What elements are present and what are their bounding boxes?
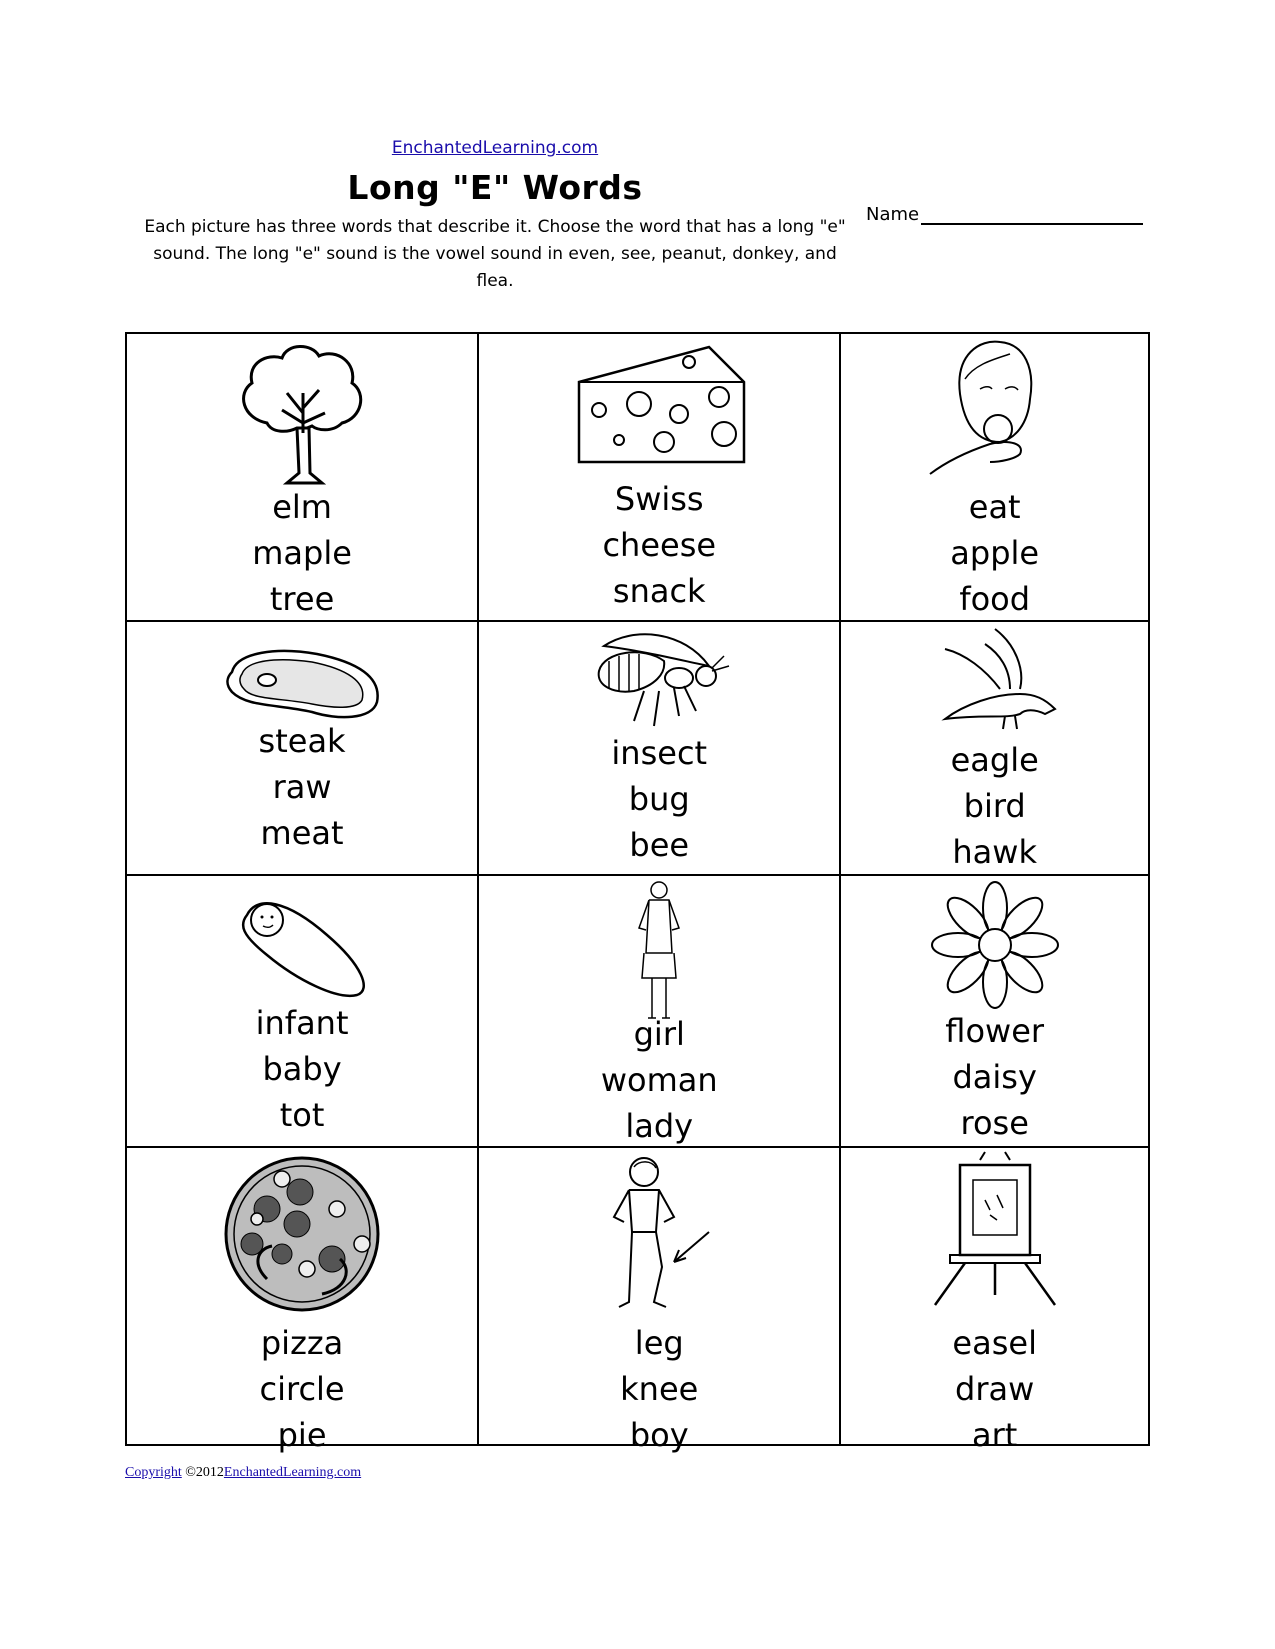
word[interactable]: baby: [262, 1050, 342, 1088]
word[interactable]: tot: [279, 1096, 325, 1134]
boy-knee-icon: [594, 1152, 724, 1312]
cell-pizza: [126, 1147, 478, 1454]
steak-icon: [217, 642, 387, 722]
word[interactable]: boy: [629, 1416, 689, 1454]
cell-steak: [126, 621, 478, 875]
word[interactable]: leg: [634, 1324, 684, 1362]
word[interactable]: eat: [968, 488, 1021, 526]
instructions: Each picture has three words that describe it. Choose the word that has a long "e" sound. The long "e" sound is the vowel sound in even, see, peanut, donkey, and flea.: [144, 217, 846, 291]
bee-icon: [584, 626, 734, 736]
word[interactable]: raw: [272, 768, 332, 806]
word[interactable]: pizza: [260, 1324, 344, 1362]
daisy-icon: [930, 880, 1060, 1010]
word[interactable]: draw: [955, 1370, 1035, 1408]
cell-bee: [478, 621, 840, 875]
word[interactable]: bee: [629, 826, 690, 864]
girl-eating-apple-icon: [920, 334, 1070, 484]
cell-daisy: [840, 875, 1149, 1147]
eagle-icon: [925, 624, 1065, 734]
copyright-year: ©2012: [185, 1465, 224, 1480]
cheese-icon: [569, 342, 749, 472]
word[interactable]: bug: [628, 780, 690, 818]
word[interactable]: infant: [255, 1004, 349, 1042]
word[interactable]: insect: [611, 734, 708, 772]
word[interactable]: daisy: [952, 1058, 1037, 1096]
word[interactable]: elm: [272, 488, 332, 526]
page-title: Long "E" Words: [347, 168, 643, 207]
word[interactable]: easel: [952, 1324, 1037, 1362]
word[interactable]: Swiss: [614, 480, 704, 518]
word-grid: [125, 332, 1150, 1454]
cell-tree: [126, 333, 478, 621]
cell-cheese: [478, 333, 840, 621]
word[interactable]: circle: [259, 1370, 345, 1408]
word[interactable]: flower: [945, 1012, 1045, 1050]
site-link[interactable]: EnchantedLearning.com: [391, 138, 599, 158]
baby-icon: [227, 890, 377, 1000]
cell-eagle: [840, 621, 1149, 875]
word[interactable]: rose: [960, 1104, 1029, 1142]
word[interactable]: hawk: [952, 833, 1037, 871]
name-line[interactable]: [921, 205, 1143, 225]
word[interactable]: snack: [612, 572, 706, 610]
word[interactable]: bird: [963, 787, 1026, 825]
cell-baby: [126, 875, 478, 1147]
cell-easel: [840, 1147, 1149, 1454]
word[interactable]: meat: [260, 814, 344, 852]
cell-woman: [478, 875, 840, 1147]
easel-icon: [925, 1150, 1065, 1310]
copyright-link[interactable]: Copyright: [125, 1465, 182, 1480]
word[interactable]: lady: [625, 1107, 694, 1145]
word[interactable]: girl: [633, 1015, 685, 1053]
tree-icon: [227, 338, 377, 488]
word[interactable]: tree: [269, 580, 335, 618]
footer-site-link[interactable]: EnchantedLearning.com: [223, 1465, 362, 1480]
woman-icon: [624, 878, 694, 1028]
name-label: Name: [866, 204, 920, 225]
pizza-icon: [222, 1154, 382, 1314]
name-field[interactable]: [866, 204, 1143, 225]
cell-eat: [840, 333, 1149, 621]
footer: [125, 1465, 361, 1481]
word[interactable]: apple: [950, 534, 1040, 572]
word[interactable]: cheese: [602, 526, 717, 564]
cell-knee: [478, 1147, 840, 1454]
word[interactable]: eagle: [950, 741, 1039, 779]
word[interactable]: food: [959, 580, 1031, 618]
word[interactable]: pie: [277, 1416, 327, 1454]
word[interactable]: steak: [258, 722, 346, 760]
word[interactable]: woman: [600, 1061, 718, 1099]
word[interactable]: knee: [620, 1370, 699, 1408]
word[interactable]: art: [972, 1416, 1018, 1454]
word[interactable]: maple: [252, 534, 352, 572]
